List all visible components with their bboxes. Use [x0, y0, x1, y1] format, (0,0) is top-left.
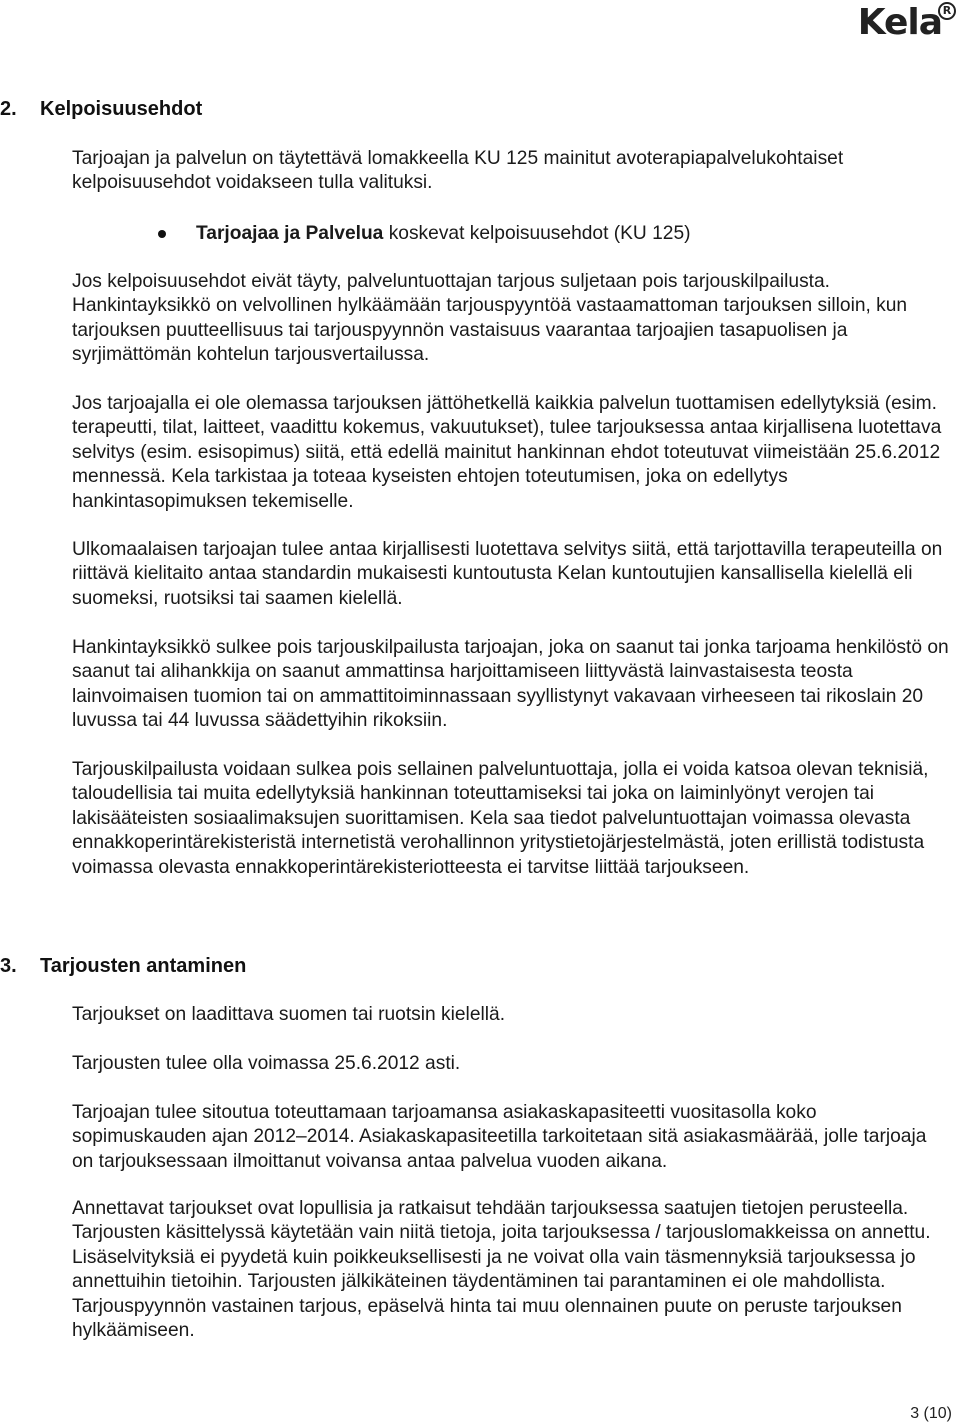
section-2-paragraph-2: Jos tarjoajalla ei ole olemassa tarjouksen jättöhetkellä kaikkia palvelun tuottamisen edellytyksiä (esim. terapeutti, tilat, laitteet, vaadittu kokemus, vakuutukset), tulee tarjouksessa antaa kirjallisena luotettava selvitys (esim. esisopimus) siitä, että edellä mainitut hankinnan ehdot toteutuvat viimeistään 25.6.2012 mennessä. Kela tarkistaa ja toteaa kyseisten ehtojen toteutumisen, joka on edellytys hankintasopimuksen tekemiselle. — [72, 393, 942, 512]
registered-mark-icon: R — [938, 2, 956, 20]
bullet-item — [160, 222, 691, 246]
bullet-dot-icon — [158, 230, 166, 238]
bullet-bold-text: Tarjoajaa ja Palvelua — [196, 223, 384, 244]
section-2-paragraph-1: Jos kelpoisuusehdot eivät täyty, palveluntuottajan tarjous suljetaan pois tarjouskilpailusta. Hankintayksikkö on velvollinen hylkäämään tarjouspyyntöä vastaamattoman tarjouksen silloin, kun tarjouksen puutteellisuus tai tarjouspyynnön vastaisuus vaarantaa tarjoajien tasapuolisen ja syrjimättömän kohtelun tarjousvertailussa. — [72, 271, 908, 366]
section-2-heading — [0, 98, 202, 121]
section-3-paragraph-2: Tarjousten tulee olla voimassa 25.6.2012 asti. — [72, 1053, 461, 1074]
section-3-number: 3. — [0, 955, 17, 977]
section-2-title: Kelpoisuusehdot — [40, 98, 203, 120]
section-3-paragraph-3: Tarjoajan tulee sitoutua toteuttamaan tarjoamansa asiakaskapasiteetti vuositasolla koko sopimuskauden ajan 2012–2014. Asiakaskapasiteetilla tarkoitetaan sitä asiakasmäärää, jolle tarjoaja on tarjouksessaan ilmoittanut voivansa antaa palvelua vuoden aikana. — [72, 1102, 927, 1172]
section-2-paragraph-3: Ulkomaalaisen tarjoajan tulee antaa kirjallisesti luotettava selvitys siitä, että tarjottavilla terapeuteilla on riittävä kielitaito antaa standardin mukaisesti kuntoutusta Kelan kuntoutujien kansallisella kielellä eli suomeksi, ruotsiksi tai saamen kielellä. — [72, 539, 943, 609]
section-3-paragraph-1: Tarjoukset on laadittava suomen tai ruotsin kielellä. — [72, 1004, 506, 1025]
section-2-number: 2. — [0, 98, 17, 120]
section-2-paragraph-4: Hankintayksikkö sulkee pois tarjouskilpailusta tarjoajan, joka on saanut tai jonka tarjoama henkilöstö on saanut tai alihankkija on saanut ammattinsa harjoittamiseen liittyvästä lainvastaisesta teosta lainvoimaisen tuomion tai on ammattitoiminnassaan syyllistynyt vakavaan virheeseen tai rikoslain 20 luvussa tai 44 luvussa säädettyihin rikoksiin. — [72, 637, 949, 732]
section-2-paragraph-5: Tarjouskilpailusta voidaan sulkea pois sellainen palveluntuottaja, jolla ei voida katsoa olevan teknisiä, taloudellisia tai muita edellytyksiä hankinnan toteuttamiseksi tai joka on laiminlyönyt verojen tai lakisääteisten sosiaalimaksujen suorittamisen. Kela saa tiedot palveluntuottajan voimassa olevasta ennakkoperintärekisteristä internetistä verohallinnon yritystietojärjestelmästä, joten erillistä todistusta voimassa olevasta ennakkoperintärekisteriotteesta ei tarvitse liittää tarjoukseen. — [72, 759, 929, 878]
kela-logo — [857, 2, 952, 43]
section-3-paragraph-4: Annettavat tarjoukset ovat lopullisia ja ratkaisut tehdään tarjouksessa saatujen tietojen perusteella. Tarjousten käsittelyssä käytetään vain niitä tietoja, joita tarjouksessa / tarjouslomakkeissa on annettu. Lisäselvityksiä ei pyydetä kuin poikkeuksellisesti ja ne voivat olla vain täsmennyksiä tarjouksessa jo annettuihin tietoihin. Tarjousten jälkikäteinen täydentäminen tai parantaminen ei ole mahdollista. Tarjouspyynnön vastainen tarjous, epäselvä hinta tai muu olennainen puute on peruste tarjouksen hylkäämiseen. — [72, 1198, 931, 1342]
section-3-heading — [0, 955, 246, 978]
page-number: 3 (10) — [910, 1405, 952, 1422]
logo-text: Kela — [857, 2, 942, 43]
bullet-rest-text: koskevat kelpoisuusehdot (KU 125) — [383, 223, 691, 244]
section-3-title: Tarjousten antaminen — [40, 955, 247, 977]
section-2-intro: Tarjoajan ja palvelun on täytettävä lomakkeella KU 125 mainitut avoterapiapalvelukohtaiset kelpoisuusehdot voidakseen tulla valituksi. — [72, 148, 844, 194]
